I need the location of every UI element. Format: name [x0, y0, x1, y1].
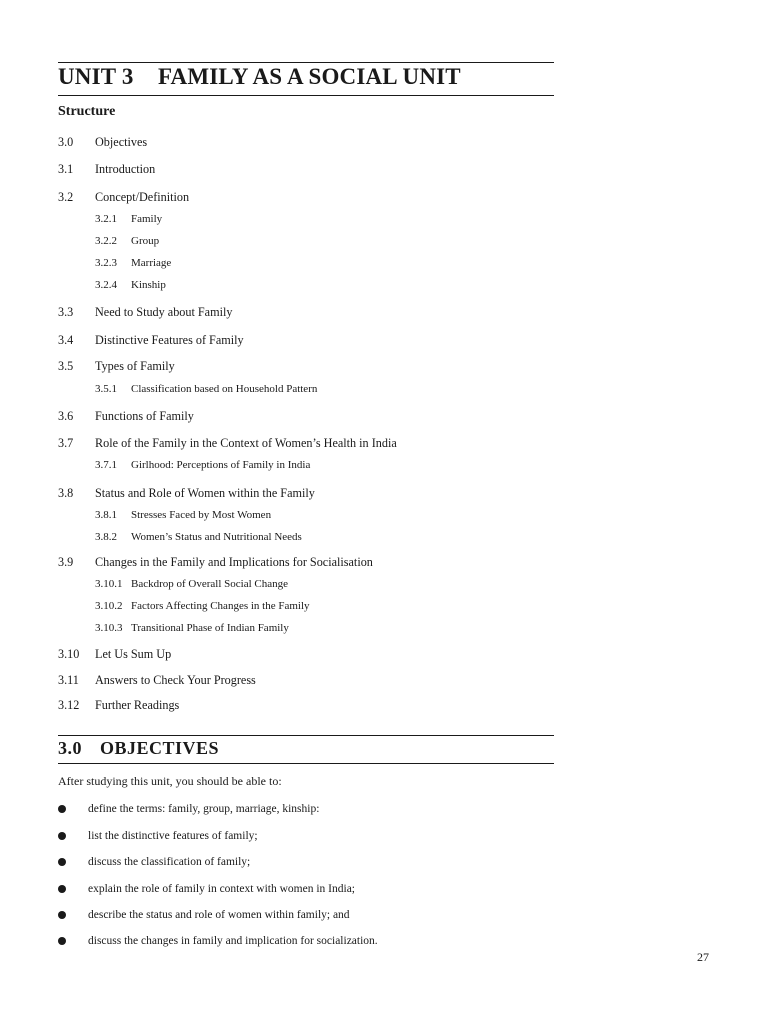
- toc-entry: [58, 673, 256, 687]
- objectives-title: OBJECTIVES: [100, 738, 220, 758]
- objectives-heading: [58, 738, 219, 759]
- toc-number: 3.2.2: [95, 235, 117, 247]
- toc-entry: [58, 436, 397, 450]
- bullet-icon: [58, 885, 66, 893]
- unit-title: [58, 64, 558, 90]
- structure-heading: Structure: [58, 104, 116, 119]
- toc-entry: [58, 333, 244, 347]
- objective-text: define the terms: family, group, marriage, kinship:: [88, 803, 320, 815]
- toc-number: 3.10.2: [95, 600, 123, 612]
- toc-label: Objectives: [95, 135, 148, 149]
- toc-number: 3.7.1: [95, 459, 117, 471]
- toc-number: 3.11: [58, 673, 79, 687]
- toc-number: 3.2: [58, 190, 74, 204]
- toc-entry: [58, 555, 373, 569]
- toc-subentry: [95, 508, 271, 522]
- toc-subentry: [95, 621, 289, 635]
- toc-number: 3.10.3: [95, 622, 123, 634]
- toc-label: Changes in the Family and Implications for Socialisation: [95, 555, 373, 569]
- toc-label: Concept/Definition: [95, 190, 190, 204]
- objective-text: describe the status and role of women within family; and: [88, 909, 350, 921]
- toc-number: 3.10.1: [95, 578, 123, 590]
- toc-number: 3.10: [58, 647, 80, 661]
- toc-entry: [58, 486, 315, 500]
- toc-subentry: [95, 278, 166, 292]
- toc-entry: [58, 305, 232, 319]
- toc-label: Kinship: [131, 279, 166, 291]
- toc-number: 3.1: [58, 162, 74, 176]
- toc-label: Further Readings: [95, 698, 180, 712]
- toc-number: 3.8.1: [95, 509, 117, 521]
- toc-subentry: [95, 458, 310, 472]
- toc-label: Need to Study about Family: [95, 305, 233, 319]
- toc-subentry: [95, 234, 159, 248]
- toc-number: 3.2.3: [95, 257, 117, 269]
- bullet-icon: [58, 858, 66, 866]
- toc-number: 3.8: [58, 486, 74, 500]
- toc-subentry: [95, 256, 171, 270]
- bullet-icon: [58, 832, 66, 840]
- toc-subentry: [95, 599, 310, 613]
- objective-text: explain the role of family in context with women in India;: [88, 883, 355, 895]
- toc-label: Role of the Family in the Context of Women’s Health in India: [95, 436, 397, 450]
- toc-entry: [58, 698, 179, 712]
- toc-number: 3.3: [58, 305, 74, 319]
- toc-label: Distinctive Features of Family: [95, 333, 244, 347]
- toc-label: Let Us Sum Up: [95, 647, 172, 661]
- unit-title-text: FAMILY AS A SOCIAL UNIT: [158, 64, 461, 89]
- toc-entry: [58, 409, 194, 423]
- objectives-top-rule: [58, 735, 554, 736]
- objective-text: discuss the changes in family and implication for socialization.: [88, 935, 378, 947]
- toc-number: 3.5.1: [95, 383, 117, 395]
- toc-entry: [58, 135, 147, 149]
- toc-label: Classification based on Household Pattern: [131, 383, 318, 395]
- title-bottom-rule: [58, 95, 554, 96]
- toc-subentry: [95, 382, 317, 396]
- page-number: 27: [697, 950, 709, 964]
- toc-entry: [58, 359, 175, 373]
- toc-subentry: [95, 212, 162, 226]
- toc-label: Girlhood: Perceptions of Family in India: [131, 459, 311, 471]
- toc-label: Types of Family: [95, 359, 175, 373]
- objective-text: discuss the classification of family;: [88, 856, 251, 868]
- toc-entry: [58, 647, 171, 661]
- toc-label: Group: [131, 235, 160, 247]
- toc-label: Factors Affecting Changes in the Family: [131, 600, 310, 612]
- unit-number: UNIT 3: [58, 64, 134, 89]
- objectives-intro: After studying this unit, you should be able to:: [58, 774, 282, 788]
- toc-label: Marriage: [131, 257, 172, 269]
- toc-number: 3.6: [58, 409, 74, 423]
- toc-label: Backdrop of Overall Social Change: [131, 578, 289, 590]
- toc-number: 3.5: [58, 359, 74, 373]
- toc-number: 3.9: [58, 555, 74, 569]
- toc-label: Family: [131, 213, 163, 225]
- toc-label: Introduction: [95, 162, 156, 176]
- toc-entry: [58, 162, 155, 176]
- toc-number: 3.2.1: [95, 213, 117, 225]
- toc-number: 3.0: [58, 135, 74, 149]
- toc-subentry: [95, 577, 288, 591]
- toc-label: Stresses Faced by Most Women: [131, 509, 272, 521]
- toc-label: Answers to Check Your Progress: [95, 673, 256, 687]
- bullet-icon: [58, 805, 66, 813]
- bullet-icon: [58, 911, 66, 919]
- toc-entry: [58, 190, 189, 204]
- toc-label: Women’s Status and Nutritional Needs: [131, 531, 302, 543]
- toc-number: 3.8.2: [95, 531, 117, 543]
- toc-label: Status and Role of Women within the Family: [95, 486, 315, 500]
- toc-label: Transitional Phase of Indian Family: [131, 622, 289, 634]
- objective-text: list the distinctive features of family;: [88, 830, 258, 842]
- toc-label: Functions of Family: [95, 409, 194, 423]
- toc-number: 3.12: [58, 698, 80, 712]
- objectives-bottom-rule: [58, 763, 554, 764]
- bullet-icon: [58, 937, 66, 945]
- toc-number: 3.2.4: [95, 279, 117, 291]
- toc-number: 3.4: [58, 333, 74, 347]
- objectives-number: 3.0: [58, 738, 82, 758]
- top-rule: [58, 62, 554, 63]
- toc-number: 3.7: [58, 436, 74, 450]
- toc-subentry: [95, 530, 302, 544]
